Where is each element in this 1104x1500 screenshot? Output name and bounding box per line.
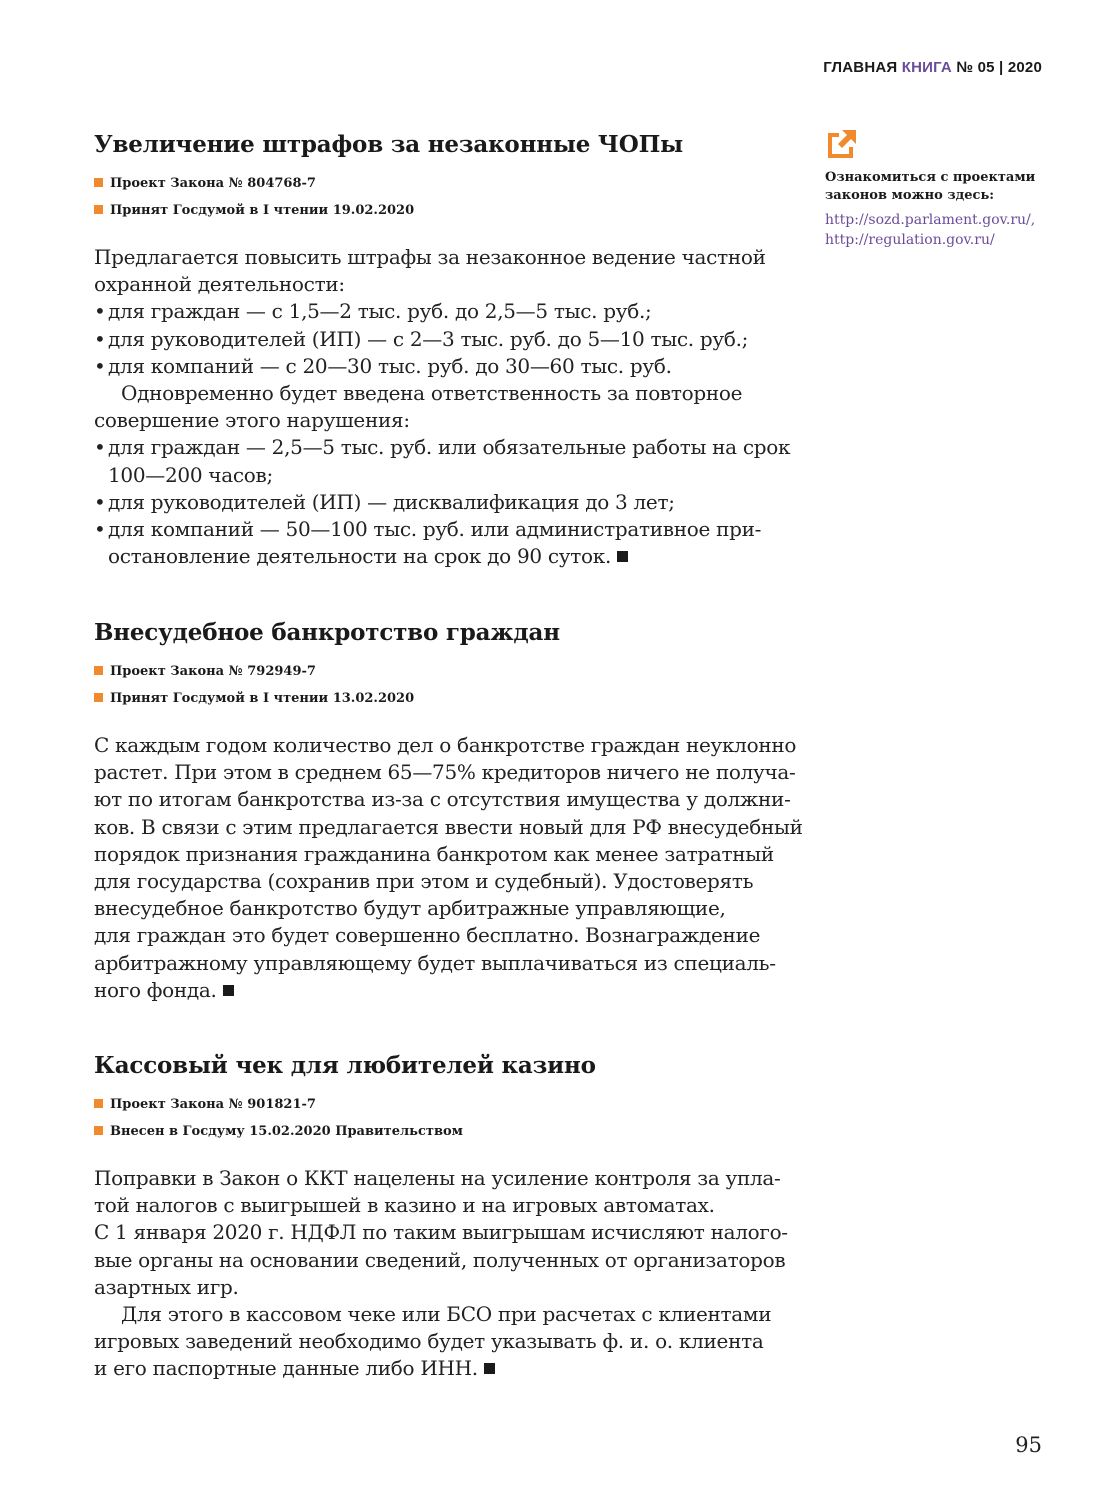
section-body [94,244,791,570]
page-number: 95 [1015,1433,1042,1457]
body-line: для государства (сохранив при этом и судебный). Удостоверять [94,869,754,894]
bullet-item: • для руководителей (ИП) — с 2—3 тыс. руб. до 5—10 тыс. руб.; [94,326,784,353]
meta-bill: Проект Закона № 792949-7 [94,658,784,685]
body-line: ков. В связи с этим предлагается ввести новый для РФ внесудебный [94,814,803,839]
bullet-icon: • [94,326,106,351]
body-line: совершение этого нарушения: [94,408,410,433]
sidebar-links [825,210,1055,250]
external-link-arrow-icon [825,127,859,161]
bullet-icon: • [94,517,106,542]
body-line: ного фонда. [94,977,784,1004]
bullet-icon: • [94,299,106,324]
bullet-icon: • [94,353,106,378]
orange-square-icon [94,1099,103,1108]
meta-status: Внесен в Госдуму 15.02.2020 Правительством [94,1118,784,1145]
body-line: Предлагается повысить штрафы за незаконное ведение частной [94,245,766,269]
article-extrajudicial-bankruptcy [94,618,803,1004]
body-line: и его паспортные данные либо ИНН. [94,1355,784,1382]
section-title: Увеличение штрафов за незаконные ЧОПы [94,131,683,158]
brand-main: ГЛАВНАЯ [823,59,898,76]
meta-block [94,1091,784,1145]
body-line: С 1 января 2020 г. НДФЛ по таким выигрышам исчисляют налого- [94,1220,788,1245]
end-mark-icon [223,985,234,996]
bullet-item: • для руководителей (ИП) — дисквалификация до 3 лет; [94,489,784,516]
body-line: Одновременно будет введена ответственность за повторное [121,381,743,406]
orange-square-icon [94,693,103,702]
meta-status: Принят Госдумой в I чтении 13.02.2020 [94,685,784,712]
bullet-item: • для граждан — с 1,5—2 тыс. руб. до 2,5—5 тыс. руб.; [94,298,784,325]
bullet-continuation: 100—200 часов; [108,462,273,487]
body-line: той налогов с выигрышей в казино и на игровых автоматах. [94,1193,715,1218]
end-mark-icon [617,551,628,562]
bullet-continuation: остановление деятельности на срок до 90 суток. [94,543,784,570]
article-casino-receipt [94,1051,788,1383]
link-regulation[interactable]: http://regulation.gov.ru/ [825,232,995,248]
brand-accent: КНИГА [901,59,952,76]
body-line: азартных игр. [94,1274,239,1299]
section-body [94,1165,788,1383]
section-title: Внесудебное банкротство граждан [94,619,560,646]
meta-status: Принят Госдумой в I чтении 19.02.2020 [94,197,784,224]
bullet-icon: • [94,489,106,514]
meta-block [94,658,784,712]
bullet-item: • для граждан — 2,5—5 тыс. руб. или обязательные работы на срок [94,434,784,461]
bullet-item: • для компаний — с 20—30 тыс. руб. до 30—60 тыс. руб. [94,353,784,380]
end-mark-icon [484,1363,495,1374]
sidebar-title: Ознакомиться с проектами законов можно здесь: [825,170,1036,203]
body-line: внесудебное банкротство будут арбитражные управляющие, [94,896,726,921]
meta-bill: Проект Закона № 901821-7 [94,1091,784,1118]
section-title: Кассовый чек для любителей казино [94,1052,596,1079]
issue-number: № 05 | 2020 [956,59,1042,76]
body-line: Поправки в Закон о ККТ нацелены на усиление контроля за упла- [94,1166,781,1190]
meta-block [94,170,784,224]
orange-square-icon [94,205,103,214]
section-body [94,732,803,1004]
body-line: растет. При этом в среднем 65—75% кредиторов ничего не получа- [94,760,796,785]
body-line: вые органы на основании сведений, полученных от организаторов [94,1247,786,1272]
body-line: порядок признания гражданина банкротом как менее затратный [94,841,774,866]
article-chop-fines [94,130,791,570]
body-line: охранной деятельности: [94,272,345,297]
bullet-item: • для компаний — 50—100 тыс. руб. или административное при- [94,516,784,543]
body-line: игровых заведений необходимо будет указывать ф. и. о. клиента [94,1329,764,1354]
body-line: Для этого в кассовом чеке или БСО при расчетах с клиентами [121,1302,772,1327]
body-line: ют по итогам банкротства из-за с отсутствия имущества у должни- [94,787,791,812]
body-line: арбитражному управляющему будет выплачиваться из специаль- [94,950,776,975]
link-sozd[interactable]: http://sozd.parlament.gov.ru/, [825,212,1036,228]
meta-bill: Проект Закона № 804768-7 [94,170,784,197]
body-line: для граждан это будет совершенно бесплатно. Вознаграждение [94,923,761,948]
orange-square-icon [94,666,103,675]
sidebar-note [825,127,1055,250]
orange-square-icon [94,178,103,187]
body-line: С каждым годом количество дел о банкротстве граждан неуклонно [94,733,797,757]
orange-square-icon [94,1126,103,1135]
running-header [823,59,1042,76]
bullet-icon: • [94,435,106,460]
